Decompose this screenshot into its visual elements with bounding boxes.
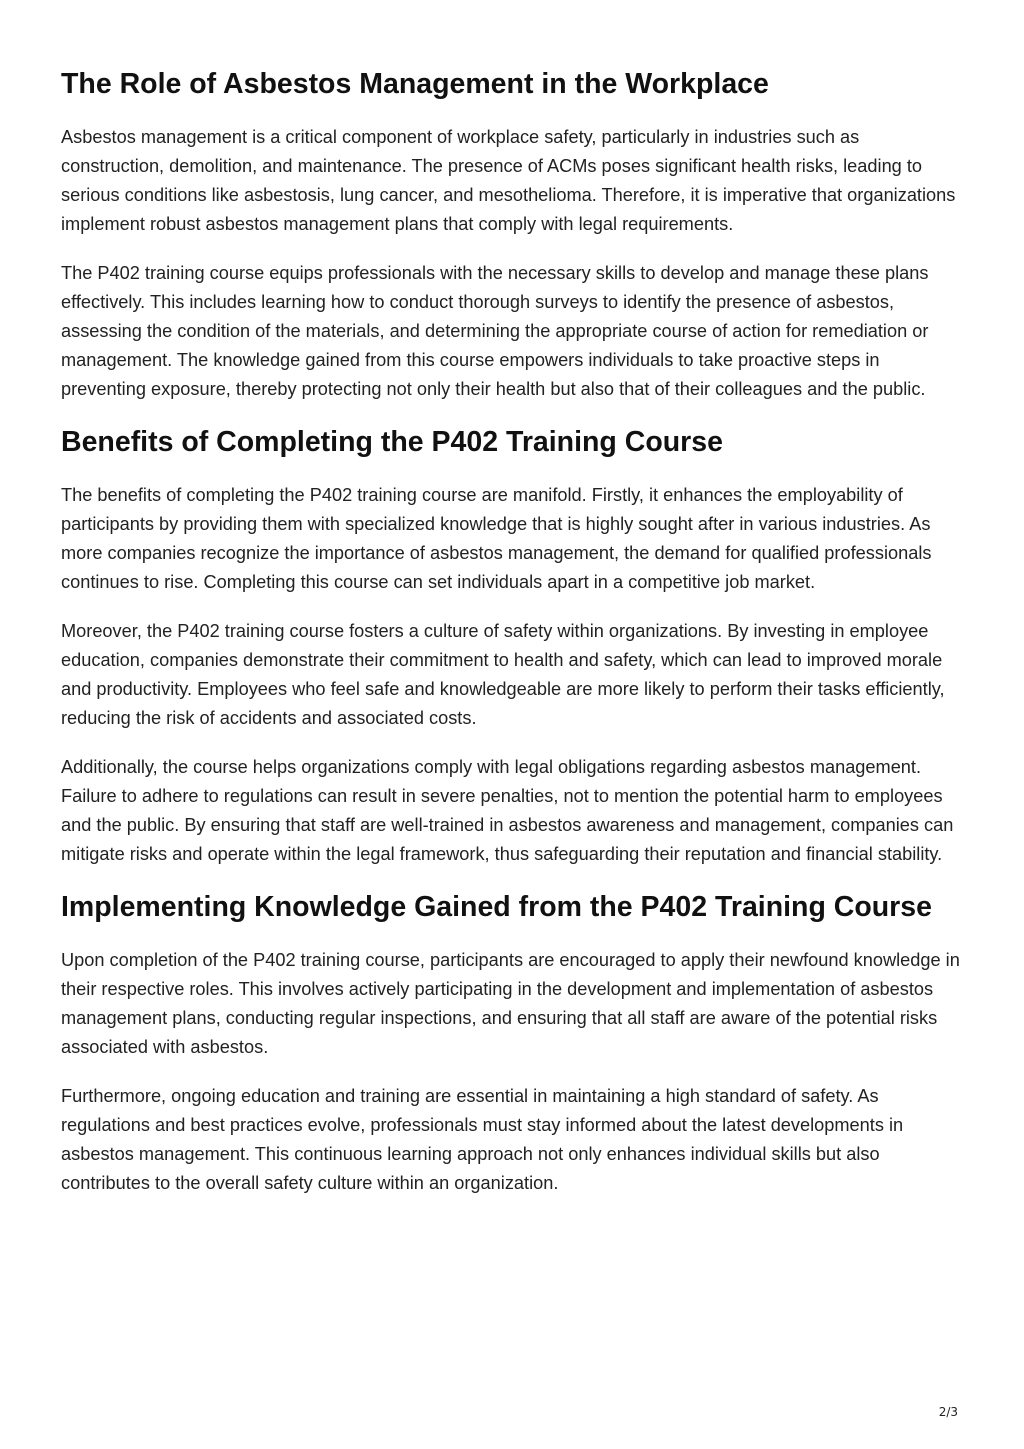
document-page	[61, 66, 966, 1218]
page-number: 2/3	[938, 1405, 958, 1419]
section-benefits-of-p402-course	[61, 424, 966, 869]
paragraph: Additionally, the course helps organizations comply with legal obligations regarding asbestos management. Failure to adhere to regulations can result in severe penalties, not to mention the potential harm to employees and the public. By ensuring that staff are well-trained in asbestos awareness and management, companies can mitigate risks and operate within the legal framework, thus safeguarding their reputation and financial stability.	[61, 757, 954, 864]
paragraph: Upon completion of the P402 training course, participants are encouraged to apply their newfound knowledge in their respective roles. This involves actively participating in the development and implementation of asbestos management plans, conducting regular inspections, and ensuring that all staff are aware of the potential risks associated with asbestos.	[61, 950, 960, 1057]
section-heading: Implementing Knowledge Gained from the P402 Training Course	[61, 891, 932, 923]
paragraph: The benefits of completing the P402 training course are manifold. Firstly, it enhances the employability of participants by providing them with specialized knowledge that is highly sought after in various industries. As more companies recognize the importance of asbestos management, the demand for qualified professionals continues to rise. Completing this course can set individuals apart in a competitive job market.	[61, 485, 932, 592]
paragraph: Asbestos management is a critical component of workplace safety, particularly in industries such as construction, demolition, and maintenance. The presence of ACMs poses significant health risks, leading to serious conditions like asbestosis, lung cancer, and mesothelioma. Therefore, it is imperative that organizations implement robust asbestos management plans that comply with legal requirements.	[61, 127, 956, 234]
paragraph: Furthermore, ongoing education and training are essential in maintaining a high standard of safety. As regulations and best practices evolve, professionals must stay informed about the latest developments in asbestos management. This continuous learning approach not only enhances individual skills but also contributes to the overall safety culture within an organization.	[61, 1086, 904, 1193]
paragraph: Moreover, the P402 training course fosters a culture of safety within organizations. By investing in employee education, companies demonstrate their commitment to health and safety, which can lead to improved morale and productivity. Employees who feel safe and knowledgeable are more likely to perform their tasks efficiently, reducing the risk of accidents and associated costs.	[61, 621, 945, 728]
section-role-of-asbestos-management	[61, 66, 966, 404]
section-heading: The Role of Asbestos Management in the Workplace	[61, 68, 769, 100]
section-implementing-knowledge	[61, 889, 966, 1198]
paragraph: The P402 training course equips professionals with the necessary skills to develop and manage these plans effectively. This includes learning how to conduct thorough surveys to identify the presence of asbestos, assessing the condition of the materials, and determining the appropriate course of action for remediation or management. The knowledge gained from this course empowers individuals to take proactive steps in preventing exposure, thereby protecting not only their health but also that of their colleagues and the public.	[61, 263, 929, 399]
section-heading: Benefits of Completing the P402 Training Course	[61, 426, 723, 458]
